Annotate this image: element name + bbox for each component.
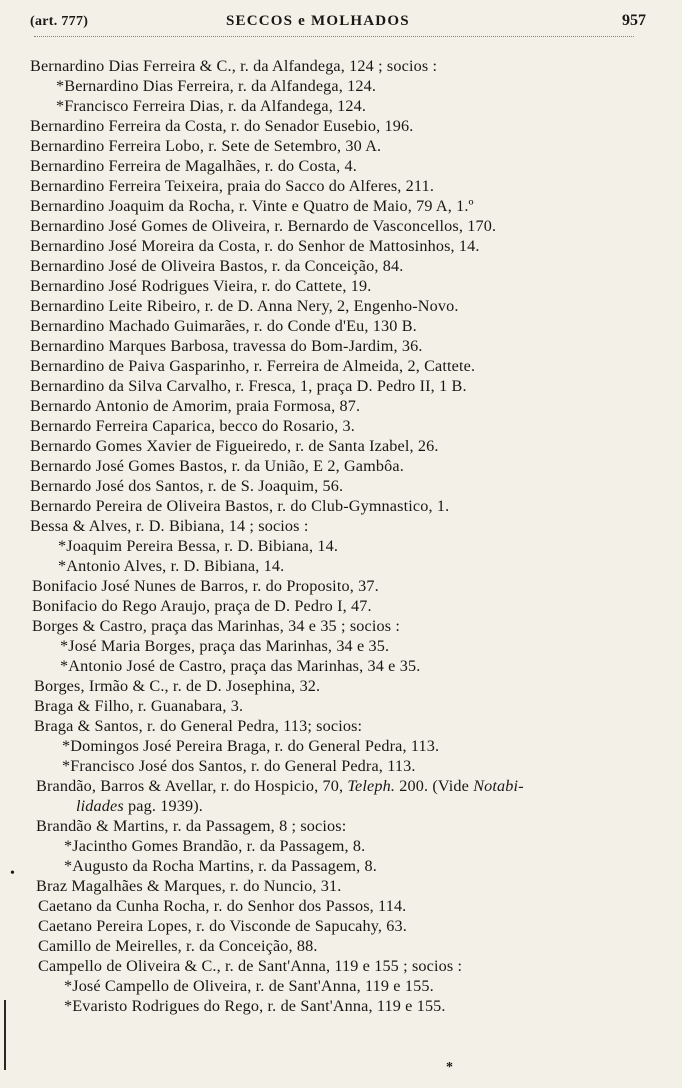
list-item — [76, 796, 203, 816]
list-item: *Augusto da Rocha Martins, r. da Passagem, 8. — [64, 857, 377, 875]
list-item: Bernardino Ferreira Lobo, r. Sete de Setembro, 30 A. — [30, 137, 382, 155]
list-item: Bernardino Dias Ferreira & C., r. da Alfandega, 124 ; socios : — [30, 57, 438, 75]
entry-text: 200. (Vide — [399, 777, 470, 795]
entry-text: Brandão, Barros & Avellar, r. do Hospicio, 70, — [36, 777, 344, 795]
list-item: Bessa & Alves, r. D. Bibiana, 14 ; socios : — [30, 517, 309, 535]
list-item: Bernardino José Gomes de Oliveira, r. Bernardo de Vasconcellos, 170. — [30, 217, 497, 235]
footer-mark: * — [446, 1060, 453, 1075]
list-item: Bernardino José Rodrigues Vieira, r. do Cattete, 19. — [30, 277, 372, 295]
list-item: Braga & Santos, r. do General Pedra, 113; socios: — [34, 717, 363, 735]
list-item: *Francisco Ferreira Dias, r. da Alfandega, 124. — [56, 97, 367, 115]
list-item: *Antonio Alves, r. D. Bibiana, 14. — [58, 557, 285, 575]
entry-text-italic: lidades — [76, 797, 124, 815]
list-item: Borges, Irmão & C., r. de D. Josephina, 32. — [34, 677, 321, 695]
list-item: Bernardino José Moreira da Costa, r. do Senhor de Mattosinhos, 14. — [30, 237, 480, 255]
list-item: Brandão & Martins, r. da Passagem, 8 ; socios: — [36, 817, 347, 835]
page-edge-mark — [4, 1000, 6, 1070]
list-item: Bernardino Marques Barbosa, travessa do Bom-Jardim, 36. — [30, 337, 423, 355]
list-item: Caetano Pereira Lopes, r. do Visconde de Sapucahy, 63. — [38, 917, 407, 935]
list-item: Braz Magalhães & Marques, r. do Nuncio, 31. — [36, 877, 342, 895]
list-item: Bernardo Antonio de Amorim, praia Formosa, 87. — [30, 397, 361, 415]
list-item: Bernardino Ferreira de Magalhães, r. do Costa, 4. — [30, 157, 357, 175]
list-item: Bernardo Gomes Xavier de Figueiredo, r. de Santa Izabel, 26. — [30, 437, 439, 455]
list-item: Campello de Oliveira & C., r. de Sant'Anna, 119 e 155 ; socios : — [38, 957, 463, 975]
list-item: Bernardo José Gomes Bastos, r. da União, E 2, Gambôa. — [30, 457, 404, 475]
list-item: *Joaquim Pereira Bessa, r. D. Bibiana, 14. — [58, 537, 339, 555]
list-item: Bernardo Pereira de Oliveira Bastos, r. do Club-Gymnastico, 1. — [30, 497, 450, 515]
page-number: 957 — [622, 12, 646, 29]
margin-bullet: • — [10, 866, 15, 881]
list-item: Bernardino Ferreira Teixeira, praia do Sacco do Alferes, 211. — [30, 177, 435, 195]
list-item: Bernardino José de Oliveira Bastos, r. da Conceição, 84. — [30, 257, 404, 275]
list-item: Bernardino de Paiva Gasparinho, r. Ferreira de Almeida, 2, Cattete. — [30, 357, 476, 375]
list-item: Bernardino Ferreira da Costa, r. do Senador Eusebio, 196. — [30, 117, 414, 135]
list-item: Braga & Filho, r. Guanabara, 3. — [34, 697, 244, 715]
list-item: *Domingos José Pereira Braga, r. do General Pedra, 113. — [62, 737, 440, 755]
list-item: *Evaristo Rodrigues do Rego, r. de Sant'Anna, 119 e 155. — [64, 997, 446, 1015]
list-item — [36, 776, 524, 796]
list-item: Camillo de Meirelles, r. da Conceição, 88. — [38, 937, 318, 955]
article-reference: (art. 777) — [30, 14, 89, 29]
header-rule — [34, 36, 634, 37]
list-item: Caetano da Cunha Rocha, r. do Senhor dos Passos, 114. — [38, 897, 407, 915]
list-item: Bernardo José dos Santos, r. de S. Joaquim, 56. — [30, 477, 344, 495]
list-item: Bernardino da Silva Carvalho, r. Fresca, 1, praça D. Pedro II, 1 B. — [30, 377, 467, 395]
entry-text: pag. 1939). — [128, 797, 203, 815]
list-item: Bonifacio do Rego Araujo, praça de D. Pedro I, 47. — [32, 597, 372, 615]
list-item: Bernardino Joaquim da Rocha, r. Vinte e Quatro de Maio, 79 A, 1.º — [30, 197, 474, 215]
list-item: Borges & Castro, praça das Marinhas, 34 e 35 ; socios : — [32, 617, 401, 635]
list-item: *José Campello de Oliveira, r. de Sant'Anna, 119 e 155. — [64, 977, 434, 995]
list-item: *Bernardino Dias Ferreira, r. da Alfandega, 124. — [56, 77, 377, 95]
entry-text-italic: Teleph. — [347, 777, 396, 795]
list-item: *Antonio José de Castro, praça das Marinhas, 34 e 35. — [60, 657, 421, 675]
list-item: Bernardo Ferreira Caparica, becco do Rosario, 3. — [30, 417, 355, 435]
list-item: *Francisco José dos Santos, r. do General Pedra, 113. — [62, 757, 416, 775]
list-item: *Jacintho Gomes Brandão, r. da Passagem, 8. — [64, 837, 366, 855]
section-title: SECCOS e MOLHADOS — [226, 13, 410, 29]
list-item: Bernardino Leite Ribeiro, r. de D. Anna Nery, 2, Engenho-Novo. — [30, 297, 459, 315]
list-item: Bernardino Machado Guimarães, r. do Conde d'Eu, 130 B. — [30, 317, 417, 335]
list-item: *José Maria Borges, praça das Marinhas, 34 e 35. — [60, 637, 390, 655]
list-item: Bonifacio José Nunes de Barros, r. do Proposito, 37. — [32, 577, 379, 595]
entry-text-italic: Notabi- — [473, 777, 524, 795]
